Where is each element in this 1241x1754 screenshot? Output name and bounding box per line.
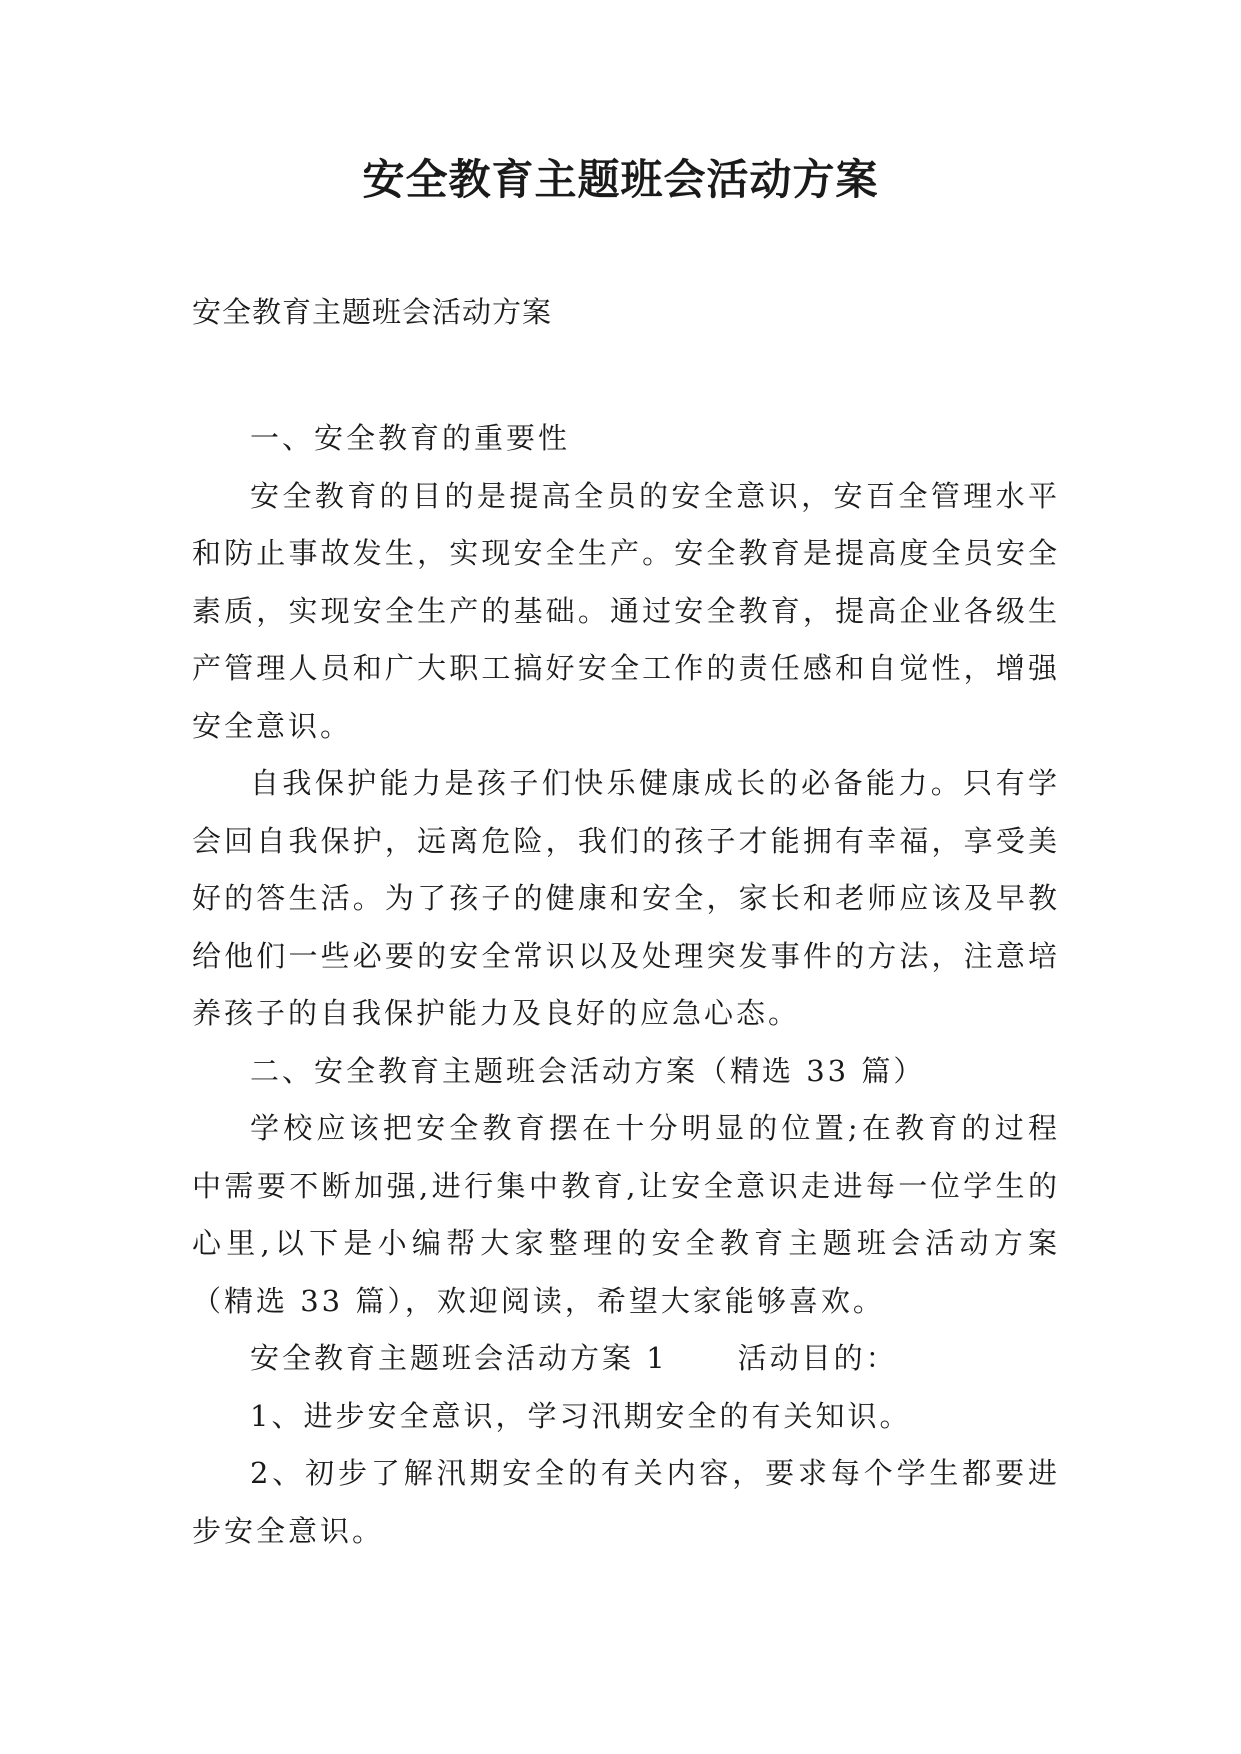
list-item-1: 1、进步安全意识，学习汛期安全的有关知识。: [250, 1398, 912, 1433]
paragraph-purpose: 安全教育的目的是提高全员的安全意识，安百全管理水平和防止事故发生，实现安全生产。安全教育是提高度全员安全素质，实现安全生产的基础。通过安全教育，提高企业各级生产管理人员和广大职工搞好安全工作的责任感和自觉性，增强安全意识。: [192, 478, 1060, 743]
paragraph-self-protection: 自我保护能力是孩子们快乐健康成长的必备能力。只有学会回自我保护，远离危险，我们的孩子才能拥有幸福，享受美好的答生活。为了孩子的健康和安全，家长和老师应该及早教给他们一些必要的安全常识以及处理突发事件的方法，注意培养孩子的自我保护能力及良好的应急心态。: [192, 766, 1060, 1030]
document-body: [192, 410, 1060, 1560]
plan-1-goal-label: 活动目的：: [737, 1341, 898, 1375]
section-heading-plans: 二、安全教育主题班会活动方案（精选 33 篇）: [250, 1053, 926, 1088]
list-item-2: 2、初步了解汛期安全的有关内容，要求每个学生都要进步安全意识。: [192, 1456, 1060, 1548]
plan-1-title: 安全教育主题班会活动方案 1: [250, 1341, 668, 1375]
document-subtitle: 安全教育主题班会活动方案: [192, 295, 553, 329]
paragraph-intro: 学校应该把安全教育摆在十分明显的位置;在教育的过程中需要不断加强,进行集中教育,让安全意识走进每一位学生的心里,以下是小编帮大家整理的安全教育主题班会活动方案（精选 33 篇），欢迎阅读，希望大家能够喜欢。: [192, 1111, 1060, 1318]
plan-1-heading: [192, 1330, 1060, 1388]
document-title: 安全教育主题班会活动方案: [362, 155, 879, 204]
section-heading-importance: 一、安全教育的重要性: [250, 421, 571, 455]
